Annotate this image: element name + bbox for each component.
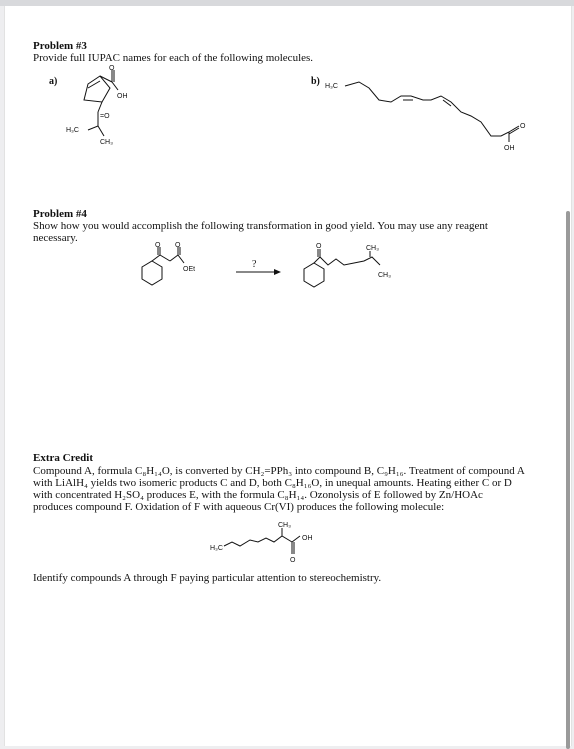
h3c-label: H₃C (210, 545, 223, 552)
ring-double-bond (88, 81, 100, 88)
problem3-title: Problem #3 (33, 40, 87, 52)
carbon-chain (345, 82, 509, 136)
oxygen-label: O (290, 557, 296, 564)
carbon-chain (224, 536, 292, 546)
extra-credit-molecule (210, 520, 330, 568)
extra-credit-closing: Identify compounds A through F paying particular attention to stereochemistry. (33, 572, 382, 584)
extra-credit-line-1: Compound A, formula C₈H₁₄O, is converted by CH₂=PPh₃ into compound B, C₉H₁₆. Treatment of compound A (33, 465, 525, 477)
cyclohexane-ring (142, 261, 162, 285)
problem4-instruction-line1: Show how you would accomplish the following transformation in good yield. You may use any reagent (33, 220, 488, 232)
ester-oxygen-label: O (175, 242, 181, 249)
ketone-oxygen-label: =O (100, 113, 110, 120)
oxygen-label: O (520, 123, 526, 130)
hydroxyl-bond (112, 82, 118, 90)
ch3-top-label: CH₃ (366, 245, 379, 252)
reaction-arrow (236, 268, 282, 276)
ring-ketone-bond (152, 255, 160, 261)
arrow-head (274, 269, 281, 275)
hydroxyl-label: OH (504, 145, 515, 152)
extra-credit-line-2: with LiAlH₄ yields two isomeric products C and D, both C₈H₁₆O, in unequal amounts. Heating either C or D (33, 477, 512, 489)
problem4-instruction-line2: necessary. (33, 232, 78, 244)
extra-credit-title: Extra Credit (33, 452, 93, 464)
ethoxy-label: OEt (183, 266, 196, 273)
methyl-bond (98, 126, 104, 136)
chain-bond (160, 255, 170, 261)
extra-credit-line-4: produces compound F. Oxidation of F with aqueous Cr(VI) produces the following molecule: (33, 501, 445, 513)
h3c-label: H₃C (325, 83, 338, 90)
h3c-label: H₃C (66, 127, 79, 134)
side-chain-bond (98, 102, 102, 112)
reactant-structure (140, 243, 220, 295)
arrow-label: ? (252, 259, 257, 270)
ch3-label: CH₃ (278, 522, 291, 529)
cyclopentene-ring (84, 76, 110, 102)
hydroxyl-label: OH (302, 535, 313, 542)
oxygen-label: O (109, 65, 115, 72)
carboxyl-bond (292, 536, 300, 542)
part-b-label: b) (311, 76, 320, 87)
cyclohexane-ring (304, 263, 324, 287)
problem4-title: Problem #4 (33, 208, 87, 220)
ch3-label: CH₃ (100, 139, 113, 146)
part-a-label: a) (49, 76, 58, 87)
methyl-bond (88, 126, 98, 130)
vertical-scrollbar[interactable] (566, 211, 570, 749)
ester-oxygen-bond (178, 255, 184, 263)
carboxyl-bond (100, 76, 112, 82)
ch3-end-label: CH₃ (378, 272, 391, 279)
product-structure (302, 243, 402, 299)
chain-bond (170, 255, 178, 261)
carbon-chain (320, 257, 380, 265)
molecule-b-structure (325, 76, 525, 156)
hydroxyl-label: OH (117, 93, 128, 100)
extra-credit-line-3: with concentrated H₂SO₄ produces E, with the formula C₈H₁₄. Ozonolysis of E followed by Zn/HOAc (33, 489, 483, 501)
ring-ketone-bond (314, 257, 320, 263)
problem3-instruction: Provide full IUPAC names for each of the following molecules. (33, 52, 314, 64)
molecule-a-structure (60, 66, 150, 150)
ketone-oxygen-label: O (155, 242, 161, 249)
ketone-oxygen-label: O (316, 243, 322, 250)
